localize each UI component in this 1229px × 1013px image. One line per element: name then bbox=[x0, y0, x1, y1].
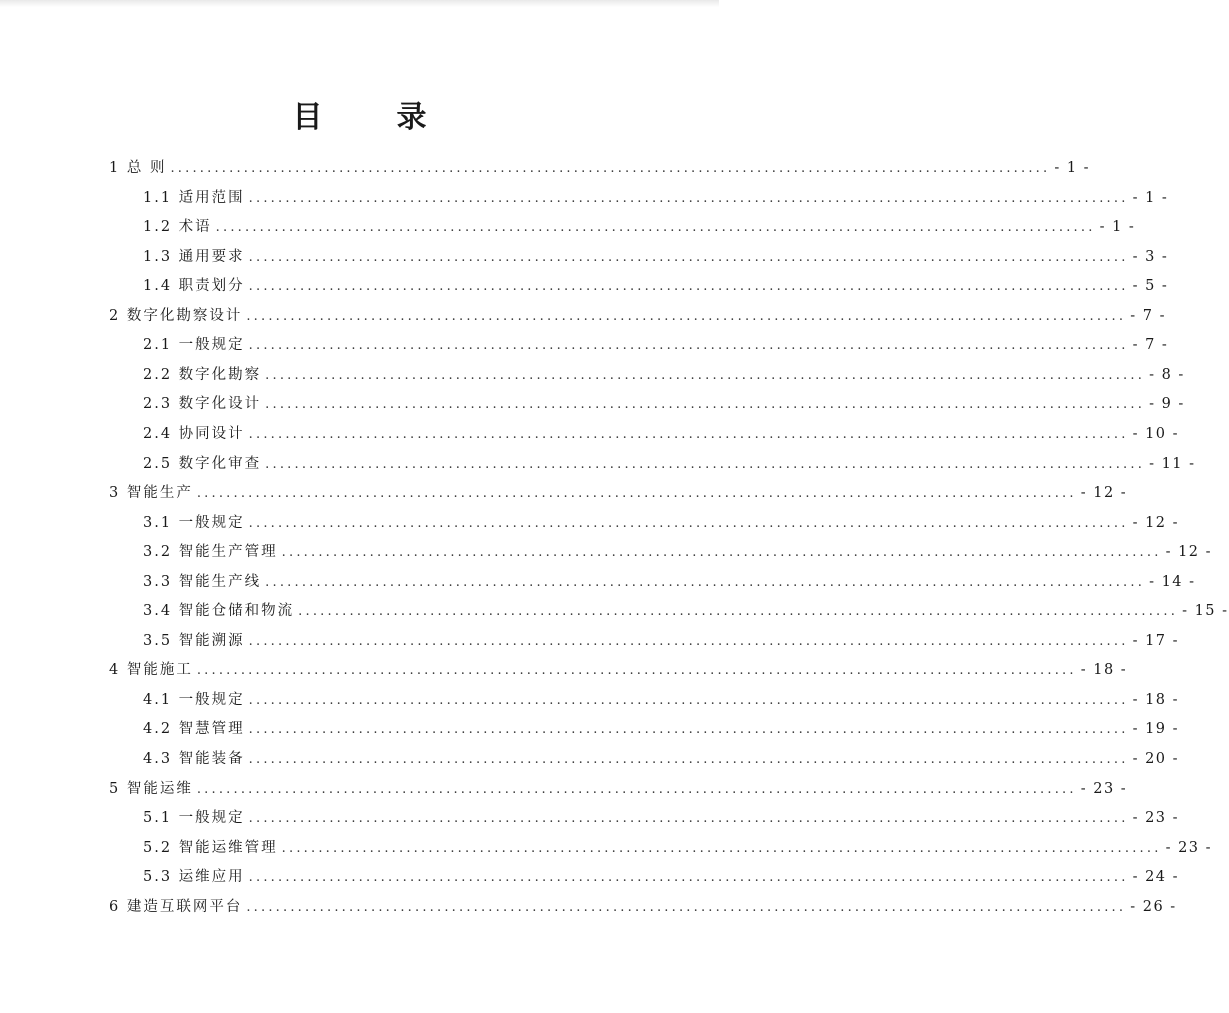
toc-entry[interactable] bbox=[143, 393, 1185, 415]
toc-entry-page-number: - 5 - bbox=[1132, 278, 1169, 295]
toc-dot-leader: ........................................................................................................................ bbox=[265, 574, 1146, 590]
toc-entry[interactable] bbox=[143, 600, 1229, 622]
toc-entry-page-number: - 12 - bbox=[1165, 544, 1213, 561]
toc-entry[interactable] bbox=[143, 187, 1169, 209]
toc-entry-label: 5.1 一般规定 bbox=[143, 810, 245, 827]
toc-entry-label: 5.3 运维应用 bbox=[143, 869, 245, 886]
toc-dot-leader: ........................................................................................................................ bbox=[265, 456, 1146, 472]
toc-dot-leader: ........................................................................................................................ bbox=[248, 870, 1129, 886]
page-top-shadow bbox=[0, 0, 719, 7]
toc-entry-page-number: - 1 - bbox=[1099, 219, 1136, 236]
toc-entry-label: 1.2 术语 bbox=[143, 219, 212, 236]
toc-entry-page-number: - 18 - bbox=[1132, 691, 1180, 708]
toc-entry[interactable] bbox=[143, 512, 1180, 534]
toc-entry-page-number: - 18 - bbox=[1080, 662, 1128, 679]
toc-entry[interactable] bbox=[143, 630, 1180, 652]
toc-entry-label: 6 建造互联网平台 bbox=[109, 898, 243, 915]
toc-entry[interactable] bbox=[143, 364, 1185, 386]
toc-entry[interactable] bbox=[109, 778, 1128, 800]
toc-entry-label: 4 智能施工 bbox=[109, 662, 193, 679]
toc-entry-label: 2.1 一般规定 bbox=[143, 337, 245, 354]
toc-dot-leader: ........................................................................................................................ bbox=[248, 811, 1129, 827]
toc-entry-label: 3.1 一般规定 bbox=[143, 514, 245, 531]
toc-entry-label: 3.2 智能生产管理 bbox=[143, 544, 278, 561]
toc-entry[interactable] bbox=[143, 837, 1213, 859]
toc-entry-page-number: - 1 - bbox=[1132, 189, 1169, 206]
toc-entry[interactable] bbox=[109, 157, 1091, 179]
toc-dot-leader: ........................................................................................................................ bbox=[246, 899, 1127, 915]
toc-dot-leader: ........................................................................................................................ bbox=[196, 663, 1077, 679]
toc-dot-leader: ........................................................................................................................ bbox=[248, 426, 1129, 442]
toc-entry-page-number: - 12 - bbox=[1080, 485, 1128, 502]
toc-entry-page-number: - 23 - bbox=[1080, 780, 1128, 797]
toc-entry-page-number: - 23 - bbox=[1165, 839, 1213, 856]
toc-entry-page-number: - 17 - bbox=[1132, 632, 1180, 649]
toc-entry-label: 2.2 数字化勘察 bbox=[143, 366, 262, 383]
toc-entry-label: 2 数字化勘察设计 bbox=[109, 307, 243, 324]
toc-entry-page-number: - 19 - bbox=[1132, 721, 1180, 738]
toc-entry[interactable] bbox=[143, 571, 1196, 593]
toc-entry-page-number: - 12 - bbox=[1132, 514, 1180, 531]
toc-entry-page-number: - 23 - bbox=[1132, 810, 1180, 827]
toc-entry-label: 3.5 智能溯源 bbox=[143, 632, 245, 649]
toc-entry-page-number: - 24 - bbox=[1132, 869, 1180, 886]
toc-entry-label: 4.1 一般规定 bbox=[143, 691, 245, 708]
toc-dot-leader: ........................................................................................................................ bbox=[248, 338, 1129, 354]
toc-entry[interactable] bbox=[143, 689, 1180, 711]
toc-entry-label: 2.3 数字化设计 bbox=[143, 396, 262, 413]
toc-entry[interactable] bbox=[109, 305, 1166, 327]
toc-entry-label: 5 智能运维 bbox=[109, 780, 193, 797]
toc-entry[interactable] bbox=[143, 748, 1180, 770]
toc-entry-label: 4.2 智慧管理 bbox=[143, 721, 245, 738]
toc-entry-page-number: - 26 - bbox=[1130, 898, 1177, 915]
toc-entry-label: 4.3 智能装备 bbox=[143, 751, 245, 767]
toc-dot-leader: ........................................................................................................................ bbox=[196, 781, 1077, 797]
page-title: 目 录 bbox=[292, 100, 449, 135]
toc-entry[interactable] bbox=[143, 866, 1180, 888]
toc-dot-leader: ........................................................................................................................ bbox=[248, 633, 1129, 649]
toc-entry-label: 3.4 智能仓储和物流 bbox=[143, 603, 295, 620]
toc-entry[interactable] bbox=[143, 216, 1136, 238]
toc-entry-page-number: - 7 - bbox=[1130, 307, 1166, 324]
toc-entry[interactable] bbox=[143, 423, 1180, 445]
toc-entry-label: 5.2 智能运维管理 bbox=[143, 839, 278, 856]
toc-entry-page-number: - 11 - bbox=[1149, 455, 1196, 472]
toc-entry-label: 1.1 适用范围 bbox=[143, 189, 245, 206]
toc-dot-leader: ........................................................................................................................ bbox=[248, 279, 1129, 295]
toc-dot-leader: ........................................................................................................................ bbox=[265, 397, 1146, 413]
toc-entry[interactable] bbox=[109, 659, 1128, 681]
toc-entry-label: 3 智能生产 bbox=[109, 485, 193, 502]
toc-entry-page-number: - 7 - bbox=[1132, 337, 1169, 354]
toc-entry[interactable] bbox=[109, 482, 1128, 504]
toc-entry-page-number: - 3 - bbox=[1132, 248, 1169, 265]
toc-entry[interactable] bbox=[143, 541, 1213, 563]
toc-dot-leader: ........................................................................................................................ bbox=[298, 604, 1179, 620]
toc-entry-page-number: - 10 - bbox=[1132, 425, 1180, 442]
toc-dot-leader: ........................................................................................................................ bbox=[246, 308, 1127, 324]
toc-entry[interactable] bbox=[109, 896, 1177, 918]
toc-dot-leader: ........................................................................................................................ bbox=[281, 840, 1162, 856]
toc-entry-page-number: - 9 - bbox=[1149, 396, 1185, 413]
toc-dot-leader: ........................................................................................................................ bbox=[215, 220, 1096, 236]
toc-dot-leader: ........................................................................................................................ bbox=[265, 367, 1146, 383]
toc-entry-page-number: - 14 - bbox=[1149, 573, 1196, 590]
toc-entry-label: 3.3 智能生产线 bbox=[143, 573, 262, 590]
toc-dot-leader: ........................................................................................................................ bbox=[248, 249, 1129, 265]
toc-dot-leader: ........................................................................................................................ bbox=[281, 545, 1162, 561]
toc-entry-label: 1.4 职责划分 bbox=[143, 278, 245, 295]
toc-entry[interactable] bbox=[143, 453, 1196, 475]
toc-entry[interactable] bbox=[143, 275, 1169, 297]
toc-entry-page-number: - 8 - bbox=[1149, 366, 1185, 383]
toc-dot-leader: ........................................................................................................................ bbox=[248, 722, 1129, 738]
toc-dot-leader: ........................................................................................................................ bbox=[170, 161, 1051, 176]
toc-entry-label: 2.4 协同设计 bbox=[143, 425, 245, 442]
toc-entry[interactable] bbox=[143, 246, 1169, 268]
toc-entry-page-number: - 1 - bbox=[1054, 160, 1091, 176]
toc-entry-page-number: - 15 - bbox=[1182, 603, 1229, 620]
toc-entry[interactable] bbox=[143, 334, 1169, 356]
toc-entry-label: 1 总 则 bbox=[109, 160, 167, 176]
toc-dot-leader: ........................................................................................................................ bbox=[196, 486, 1077, 502]
toc-entry-label: 1.3 通用要求 bbox=[143, 248, 245, 265]
toc-dot-leader: ........................................................................................................................ bbox=[248, 190, 1129, 206]
toc-dot-leader: ........................................................................................................................ bbox=[248, 752, 1129, 767]
toc-entry[interactable] bbox=[143, 718, 1180, 740]
toc-entry-page-number: - 20 - bbox=[1132, 751, 1180, 767]
toc-dot-leader: ........................................................................................................................ bbox=[248, 515, 1129, 531]
toc-dot-leader: ........................................................................................................................ bbox=[248, 692, 1129, 708]
toc-entry[interactable] bbox=[143, 807, 1180, 829]
toc-entry-label: 2.5 数字化审查 bbox=[143, 455, 262, 472]
